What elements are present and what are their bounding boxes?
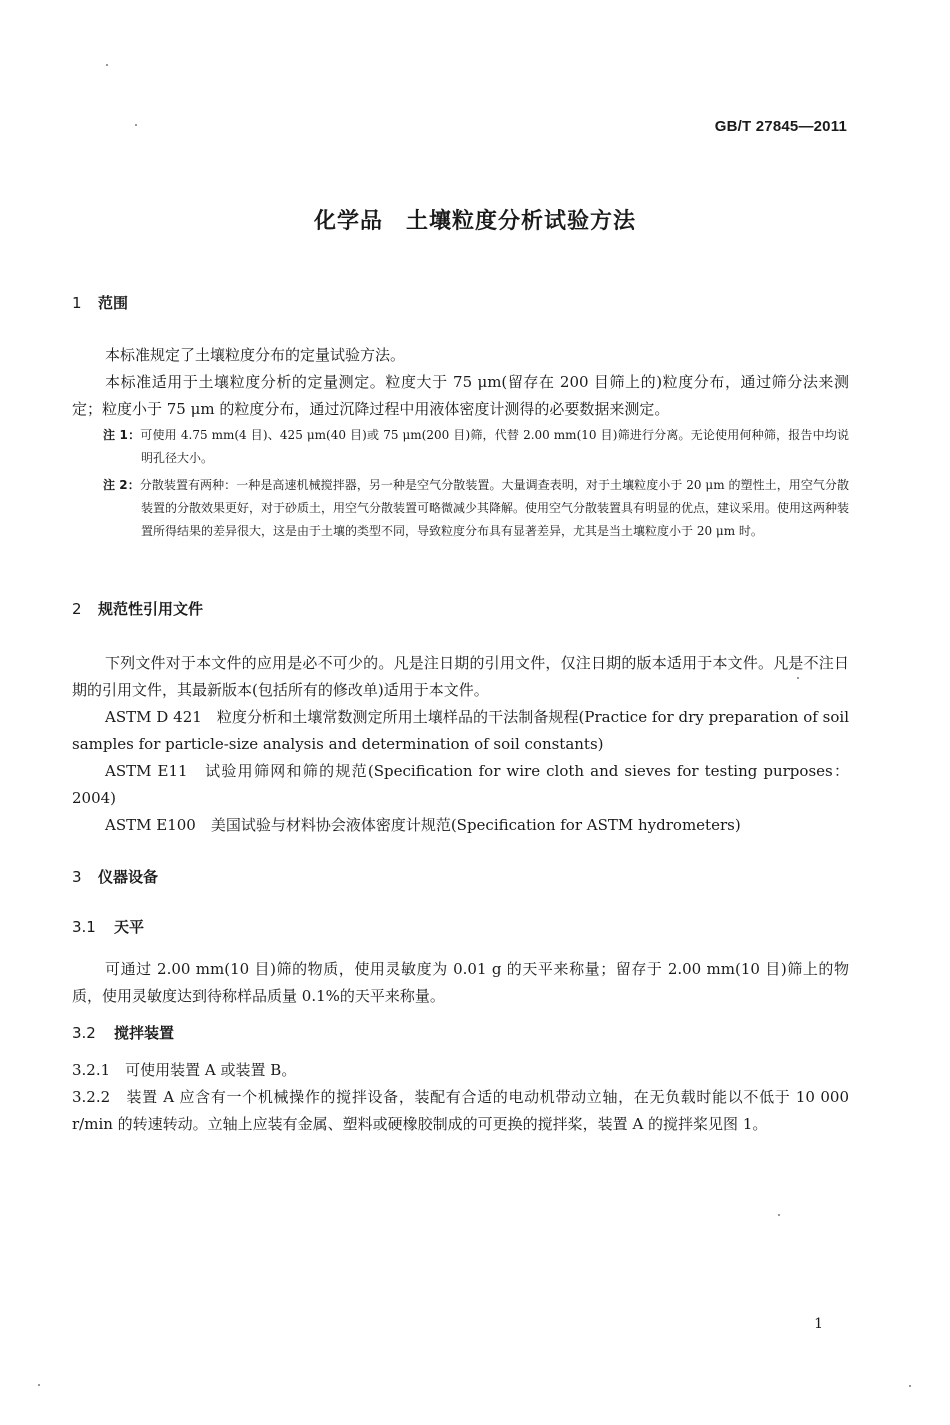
subsection-title: 天平 [114, 918, 145, 936]
clause-3-2-2: 3.2.2 装置 A 应含有一个机械操作的搅拌设备，装配有合适的电动机带动立轴，在无负载时能以不低于 10 000 r/min 的转速转动。立轴上应装有金属、塑料或硬橡胶制成的可更换的搅拌桨，装置 A 的搅拌桨见图 1。 [72, 1088, 849, 1133]
section-title: 仪器设备 [98, 868, 159, 886]
section-number: 1 [72, 294, 82, 312]
note-label: 注 2： [103, 478, 140, 492]
scan-speck [38, 1384, 40, 1386]
clause-3-2-1: 3.2.1 可使用装置 A 或装置 B。 [72, 1061, 297, 1079]
scope-paragraph-1: 本标准规定了土壤粒度分布的定量试验方法。 [105, 346, 406, 364]
note-label: 注 1： [103, 428, 141, 442]
standard-code: GB/T 27845—2011 [714, 118, 847, 135]
note-2 [103, 474, 849, 543]
scan-speck [909, 1385, 911, 1387]
subsection-number: 3.1 [72, 918, 96, 936]
references-intro: 下列文件对于本文件的应用是必不可少的。凡是注日期的引用文件，仅注日期的版本适用于本文件。凡是不注日期的引用文件，其最新版本(包括所有的修改单)适用于本文件。 [72, 654, 849, 699]
scan-speck [135, 124, 137, 126]
section-number: 2 [72, 600, 82, 618]
page-number: 1 [814, 1316, 823, 1332]
section-3-heading [72, 866, 158, 887]
section-number: 3 [72, 868, 82, 886]
subsection-title: 搅拌装置 [114, 1024, 175, 1042]
note-text: 可使用 4.75 mm(4 目)、425 μm(40 目)或 75 μm(200 目)筛，代替 2.00 mm(10 目)筛进行分离。无论使用何种筛，报告中均说明孔径大小。 [140, 428, 849, 465]
scan-speck [778, 1214, 780, 1216]
reference-astm-e11: ASTM E11 试验用筛网和筛的规范(Specification for wire cloth and sieves for testing purposes：2004) [72, 762, 849, 807]
note-1 [103, 424, 849, 470]
section-1-heading [72, 292, 128, 313]
document-title: 化学品 土壤粒度分析试验方法 [313, 209, 636, 234]
subsection-3-1-heading [72, 916, 144, 937]
note-text: 分散装置有两种：一种是高速机械搅拌器，另一种是空气分散装置。大量调查表明，对于土壤粒度小于 20 μm 的塑性土，用空气分散装置的分散效果更好，对于砂质土，用空气分散装置可略微减少其降解。使用空气分散装置具有明显的优点，建议采用。使用这两种装置所得结果的差异很大，这是由于土壤的类型不同，导致粒度分布具有显著差异，尤其是当土壤粒度小于 20 μm 时。 [139, 478, 850, 538]
scope-paragraph-2: 本标准适用于土壤粒度分析的定量测定。粒度大于 75 μm(留存在 200 目筛上的)粒度分布，通过筛分法来测定；粒度小于 75 μm 的粒度分布，通过沉降过程中用液体密度计测得的必要数据来测定。 [72, 373, 849, 418]
reference-astm-d421: ASTM D 421 粒度分析和土壤常数测定所用土壤样品的干法制备规程(Practice for dry preparation of soil samples for particle-size analysis and determination of soil constants) [72, 708, 849, 753]
subsection-number: 3.2 [72, 1024, 96, 1042]
section-title: 范围 [98, 294, 129, 312]
section-2-heading [72, 598, 203, 619]
section-title: 规范性引用文件 [98, 600, 204, 618]
reference-astm-e100: ASTM E100 美国试验与材料协会液体密度计规范(Specification for ASTM hydrometers) [105, 816, 741, 834]
balance-paragraph: 可通过 2.00 mm(10 目)筛的物质，使用灵敏度为 0.01 g 的天平来称量；留存于 2.00 mm(10 目)筛上的物质，使用灵敏度达到待称样品质量 0.1%的天平来称量。 [72, 960, 849, 1005]
scan-speck [106, 64, 108, 66]
subsection-3-2-heading [72, 1022, 174, 1043]
